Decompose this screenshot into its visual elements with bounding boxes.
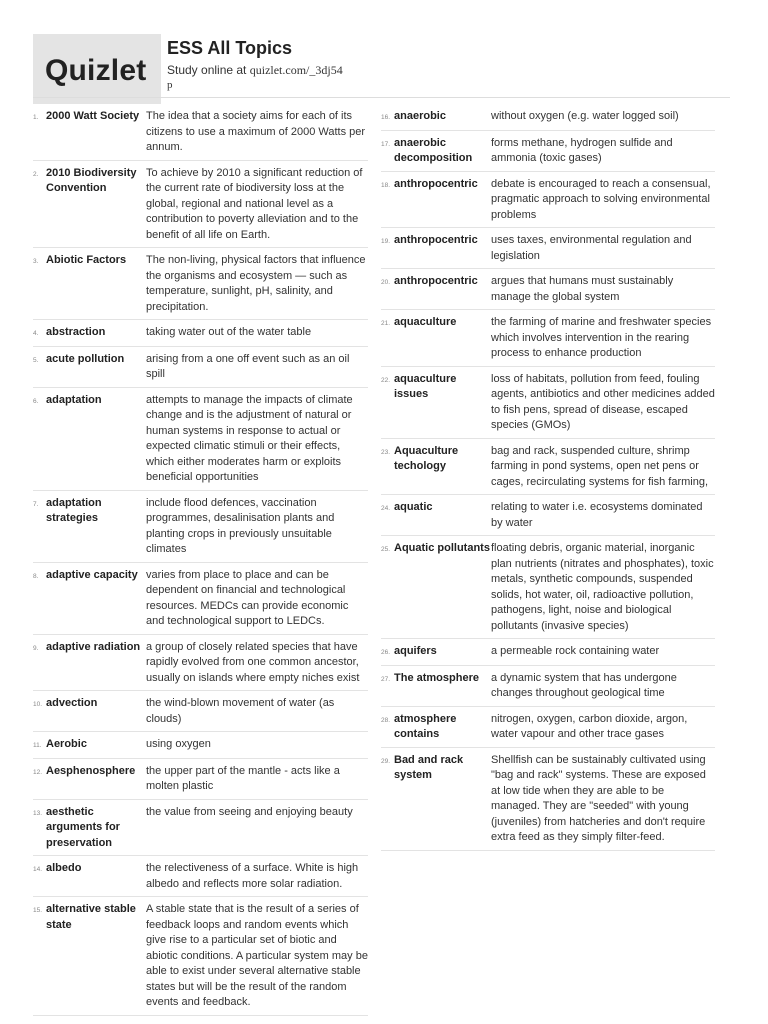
entry-term: Aesphenosphere xyxy=(46,764,136,777)
entry-definition: bag and rack, suspended culture, shrimp farming in pond systems, open net pens or cages, recirculating systems for fish farming, xyxy=(491,444,709,488)
entry-definition: relating to water i.e. ecosystems dominated by water xyxy=(491,501,703,529)
entry-definition: without oxygen (e.g. water logged soil) xyxy=(491,110,679,122)
flashcard-entry xyxy=(33,860,368,897)
flashcard-entry xyxy=(33,804,368,857)
entry-definition: include flood defences, vaccination programmes, desalinisation plants and planting crops in previously unsuitable climates xyxy=(146,496,335,555)
entry-definition: forms methane, hydrogen sulfide and ammonia (toxic gases) xyxy=(491,136,673,164)
entry-number: 22. xyxy=(381,376,391,384)
entry-number: 13. xyxy=(33,809,43,817)
entry-number: 25. xyxy=(381,546,391,553)
flashcard-entry xyxy=(33,639,368,692)
study-online-line xyxy=(167,63,343,78)
entry-number: 8. xyxy=(33,572,39,580)
flashcard-entry xyxy=(33,392,368,491)
entry-term: alternative stable state xyxy=(46,903,136,931)
entry-term: adaptive capacity xyxy=(46,568,138,581)
study-url-continuation: p xyxy=(167,79,173,91)
entry-term: Bad and rack system xyxy=(394,753,464,781)
quizlet-logo: Quizlet xyxy=(45,54,147,87)
flashcard-entry xyxy=(381,711,715,748)
entry-term: aquifers xyxy=(394,645,437,657)
entry-number: 7. xyxy=(33,500,39,508)
flashcard-entry xyxy=(33,567,368,635)
entry-definition: arising from a one off event such as an oil spill xyxy=(146,352,350,380)
entry-term: abstraction xyxy=(46,326,106,338)
entry-number: 18. xyxy=(381,181,391,189)
entry-term: 2000 Watt Society xyxy=(46,110,140,122)
right-column xyxy=(381,108,715,855)
entry-number: 5. xyxy=(33,356,39,364)
flashcard-entry xyxy=(381,540,715,639)
flashcard-entry xyxy=(33,901,368,1016)
study-prefix: Study online at xyxy=(167,63,250,77)
entry-number: 16. xyxy=(381,114,391,121)
entry-term: aesthetic arguments for preservation xyxy=(46,805,120,849)
flashcard-entry xyxy=(33,252,368,320)
entry-number: 4. xyxy=(33,330,39,337)
entry-term: adaptive radiation xyxy=(46,640,141,653)
entry-definition: The non-living, physical factors that influence the organisms and ecosystem — such as temperature, sunlight, pH, salinity, and precipitation. xyxy=(146,254,366,313)
entry-definition: loss of habitats, pollution from feed, fouling agents, antibiotics and other medicines added to fish pens, spread of disease, escaped species (GMOs) xyxy=(491,372,715,431)
entry-definition: the wind-blown movement of water (as clouds) xyxy=(146,697,335,725)
entry-term: aquaculture issues xyxy=(394,372,457,400)
entry-term: anthropocentric xyxy=(394,177,478,190)
flashcard-entry xyxy=(381,135,715,172)
entry-term: adaptation xyxy=(46,393,102,406)
entry-definition: the relectiveness of a surface. White is high albedo and reflects more solar radiation. xyxy=(146,862,359,890)
entry-number: 19. xyxy=(381,238,391,245)
entry-number: 20. xyxy=(381,279,391,286)
entry-definition: Shellfish can be sustainably cultivated using "bag and rack" systems. These are exposed at low tide when they are able to be managed. They are "seeded" with young (juveniles) from hatcheries and don't require extra feed as they simply filter-feed. xyxy=(491,753,706,843)
entry-definition: The idea that a society aims for each of its citizens to use a maximum of 2000 Watts per annum. xyxy=(146,110,366,153)
entry-number: 24. xyxy=(381,505,391,512)
entry-number: 27. xyxy=(381,675,391,683)
entry-definition: varies from place to place and can be dependent on financial and technological resources. MEDCs can provide economic and technological support to LEDCs. xyxy=(146,568,349,627)
flashcard-entry xyxy=(33,695,368,732)
entry-term: aquaculture xyxy=(394,316,457,328)
entry-number: 15. xyxy=(33,907,43,914)
flashcard-entry xyxy=(381,371,715,439)
entry-term: adaptation strategies xyxy=(46,496,102,524)
entry-term: atmosphere contains xyxy=(394,712,457,740)
entry-number: 17. xyxy=(381,140,391,148)
entry-definition: attempts to manage the impacts of climate change and is the adjustment of natural or human systems in response to actual or expected climatic stimuli or their effects, which either moderates harm or exploits beneficial opportunities xyxy=(146,393,353,483)
flashcard-entry xyxy=(33,324,368,347)
study-url[interactable]: quizlet.com/_3dj54 xyxy=(249,63,343,77)
flashcard-entry xyxy=(33,495,368,563)
flashcard-entry xyxy=(33,763,368,800)
flashcard-entry xyxy=(381,499,715,536)
entry-term: acute pollution xyxy=(46,352,125,365)
flashcard-entry xyxy=(33,351,368,388)
quizlet-logo-box xyxy=(33,34,161,104)
entry-term: The atmosphere xyxy=(394,671,479,684)
flashcard-entry xyxy=(381,643,715,666)
page-title: ESS All Topics xyxy=(167,38,293,58)
entry-term: albedo xyxy=(46,862,82,874)
entry-number: 10. xyxy=(33,701,43,708)
entry-number: 3. xyxy=(33,258,39,265)
entry-number: 2. xyxy=(33,170,39,178)
flashcard-entry xyxy=(381,273,715,310)
entry-definition: nitrogen, oxygen, carbon dioxide, argon, water vapour and other trace gases xyxy=(491,712,688,740)
entry-definition: A stable state that is the result of a series of feedback loops and random events which give rise to a particular set of biotic and abiotic conditions. A particular system may be able to exist under several alternative stable states but will be the result of the random events and feedback. xyxy=(146,903,368,1008)
entry-definition: To achieve by 2010 a significant reduction of the current rate of biodiversity loss at the global, regional and national level as a contribution to poverty alleviation and to the benefit of all life on Earth. xyxy=(146,166,363,241)
entry-term: aquatic xyxy=(394,501,433,513)
entry-number: 28. xyxy=(381,716,391,724)
entry-term: anthropocentric xyxy=(394,234,478,246)
flashcard-entry xyxy=(33,736,368,759)
entry-term: Aerobic xyxy=(46,738,87,750)
entry-term: anaerobic xyxy=(394,110,446,122)
entry-definition: uses taxes, environmental regulation and legislation xyxy=(491,234,692,262)
entry-term: advection xyxy=(46,697,98,709)
flashcard-entry xyxy=(381,752,715,851)
entry-definition: the farming of marine and freshwater species which involves intervention in the rearing process to enhance production xyxy=(491,316,712,359)
flashcard-entry xyxy=(33,108,368,161)
entry-definition: a permeable rock containing water xyxy=(491,645,660,657)
entry-term: Aquatic pollutants xyxy=(394,542,490,554)
entry-term: anaerobic decomposition xyxy=(394,136,473,164)
flashcard-entry xyxy=(381,443,715,496)
entry-definition: floating debris, organic material, inorganic plan nutrients (nitrates and phosphates), toxic metals, synthetic compounds, suspended solids, hot water, oil, radioactive pollution, pathogens, light, noise and biological pollutants (invasive species) xyxy=(491,542,714,632)
entry-number: 1. xyxy=(33,114,39,121)
entry-definition: the value from seeing and enjoying beauty xyxy=(146,805,353,818)
entry-definition: argues that humans must sustainably manage the global system xyxy=(491,275,674,303)
flashcard-entry xyxy=(33,165,368,249)
entry-number: 9. xyxy=(33,644,39,652)
flashcard-entry xyxy=(381,108,715,131)
header-divider xyxy=(33,97,730,98)
entry-number: 11. xyxy=(33,742,42,749)
entry-definition: taking water out of the water table xyxy=(146,326,312,338)
flashcard-entry xyxy=(381,314,715,367)
entry-number: 21. xyxy=(381,320,391,327)
entry-number: 23. xyxy=(381,448,391,456)
flashcard-entry xyxy=(381,232,715,269)
entry-number: 29. xyxy=(381,757,391,765)
entry-definition: debate is encouraged to reach a consensual, pragmatic approach to solving environmental problems xyxy=(491,177,711,221)
entry-definition: a group of closely related species that have rapidly evolved from one common ancestor, usually on islands where empty niches exist xyxy=(146,640,360,684)
entry-definition: the upper part of the mantle - acts like a molten plastic xyxy=(146,764,340,792)
entry-number: 6. xyxy=(33,397,39,405)
entry-definition: a dynamic system that has undergone changes throughout geological time xyxy=(491,671,677,699)
left-column xyxy=(33,108,368,1020)
entry-number: 26. xyxy=(381,649,391,656)
entry-number: 12. xyxy=(33,768,43,776)
entry-number: 14. xyxy=(33,866,43,873)
entry-term: Aquaculture techology xyxy=(394,444,459,472)
flashcard-entry xyxy=(381,176,715,229)
entry-term: Abiotic Factors xyxy=(46,254,127,266)
entry-term: 2010 Biodiversity Convention xyxy=(46,166,137,194)
entry-term: anthropocentric xyxy=(394,275,478,287)
flashcard-entry xyxy=(381,670,715,707)
entry-definition: using oxygen xyxy=(146,738,211,750)
